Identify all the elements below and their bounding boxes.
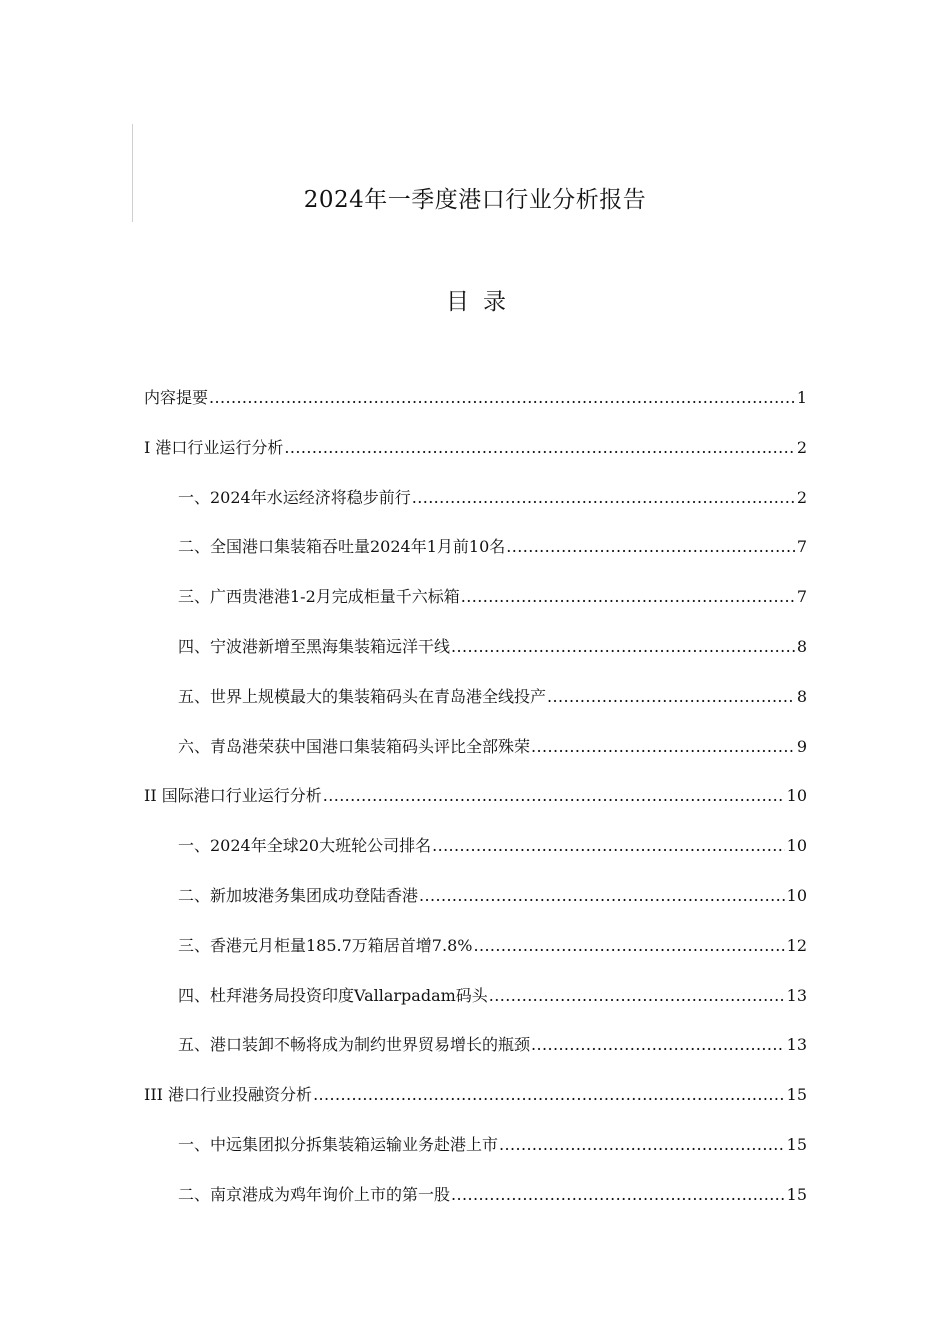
- toc-entry[interactable]: [144, 435, 807, 485]
- toc-entry[interactable]: [144, 584, 807, 634]
- toc-dot-leader: [488, 983, 785, 1009]
- toc-dot-leader: [530, 1032, 785, 1058]
- toc-dot-leader: [418, 883, 785, 909]
- toc-dot-leader: [283, 435, 794, 461]
- toc-entry-page: 8: [796, 686, 807, 706]
- toc-entry[interactable]: [144, 385, 807, 435]
- toc-dot-leader: [450, 634, 795, 660]
- toc-entry[interactable]: [144, 833, 807, 883]
- toc-entry-page: 13: [786, 985, 807, 1005]
- toc-dot-leader: [530, 734, 795, 760]
- toc-entry-page: 2: [796, 437, 807, 457]
- toc-entry-page: 13: [786, 1035, 807, 1055]
- table-of-contents: [144, 385, 807, 1232]
- toc-entry[interactable]: [144, 783, 807, 833]
- toc-dot-leader: [208, 385, 795, 411]
- toc-entry[interactable]: [144, 684, 807, 734]
- toc-entry-page: 7: [796, 587, 807, 607]
- toc-dot-leader: [498, 1132, 785, 1158]
- toc-entry-title: 一、2024年全球20大班轮公司排名: [178, 836, 432, 856]
- toc-entry-title: 五、港口装卸不畅将成为制约世界贸易增长的瓶颈: [178, 1035, 531, 1055]
- toc-entry-page: 10: [786, 836, 807, 856]
- toc-entry[interactable]: [144, 1032, 807, 1082]
- toc-entry[interactable]: [144, 1082, 807, 1132]
- toc-entry-page: 7: [796, 537, 807, 557]
- toc-entry-title: 二、新加坡港务集团成功登陆香港: [178, 885, 419, 905]
- toc-entry-title: 三、香港元月柜量185.7万箱居首增7.8%: [178, 935, 473, 955]
- toc-entry-title: II 国际港口行业运行分析: [144, 786, 322, 806]
- toc-entry-title: 五、世界上规模最大的集装箱码头在青岛港全线投产: [178, 686, 547, 706]
- toc-entry-title: 六、青岛港荣获中国港口集装箱码头评比全部殊荣: [178, 736, 531, 756]
- toc-entry[interactable]: [144, 883, 807, 933]
- toc-dot-leader: [411, 485, 795, 511]
- toc-heading: 目录: [446, 289, 520, 315]
- toc-entry-page: 8: [796, 636, 807, 656]
- toc-entry-page: 10: [786, 786, 807, 806]
- toc-entry-page: 9: [796, 736, 807, 756]
- toc-entry-title: I 港口行业运行分析: [144, 437, 284, 457]
- toc-entry-page: 2: [796, 487, 807, 507]
- toc-entry[interactable]: [144, 1182, 807, 1232]
- toc-dot-leader: [312, 1082, 785, 1108]
- toc-entry[interactable]: [144, 534, 807, 584]
- document-title: 2024年一季度港口行业分析报告: [303, 187, 647, 213]
- toc-entry[interactable]: [144, 634, 807, 684]
- toc-entry-page: 15: [786, 1134, 807, 1154]
- toc-entry-page: 10: [786, 885, 807, 905]
- toc-entry-title: 四、宁波港新增至黑海集装箱远洋干线: [178, 636, 451, 656]
- toc-dot-leader: [460, 584, 795, 610]
- toc-entry-title: 四、杜拜港务局投资印度Vallarpadam码头: [178, 985, 488, 1005]
- toc-entry-title: 二、南京港成为鸡年询价上市的第一股: [178, 1184, 451, 1204]
- toc-entry[interactable]: [144, 734, 807, 784]
- toc-entry-title: III 港口行业投融资分析: [144, 1085, 313, 1105]
- toc-entry-page: 12: [786, 935, 807, 955]
- toc-dot-leader: [431, 833, 785, 859]
- toc-entry[interactable]: [144, 485, 807, 535]
- toc-entry-page: 15: [786, 1184, 807, 1204]
- toc-dot-leader: [450, 1182, 785, 1208]
- toc-entry[interactable]: [144, 933, 807, 983]
- toc-entry[interactable]: [144, 983, 807, 1033]
- toc-entry-title: 三、广西贵港港1-2月完成柜量千六标箱: [178, 587, 460, 607]
- toc-dot-leader: [546, 684, 795, 710]
- toc-entry-page: 15: [786, 1085, 807, 1105]
- toc-entry-title: 内容提要: [144, 388, 209, 407]
- toc-entry-page: 1: [796, 388, 807, 407]
- toc-dot-leader: [472, 933, 784, 959]
- toc-dot-leader: [322, 783, 785, 809]
- toc-entry-title: 一、2024年水运经济将稳步前行: [178, 487, 411, 507]
- toc-entry[interactable]: [144, 1132, 807, 1182]
- toc-dot-leader: [505, 534, 795, 560]
- toc-entry-title: 一、中远集团拟分拆集装箱运输业务赴港上市: [178, 1134, 499, 1154]
- toc-entry-title: 二、全国港口集装箱吞吐量2024年1月前10名: [178, 537, 506, 557]
